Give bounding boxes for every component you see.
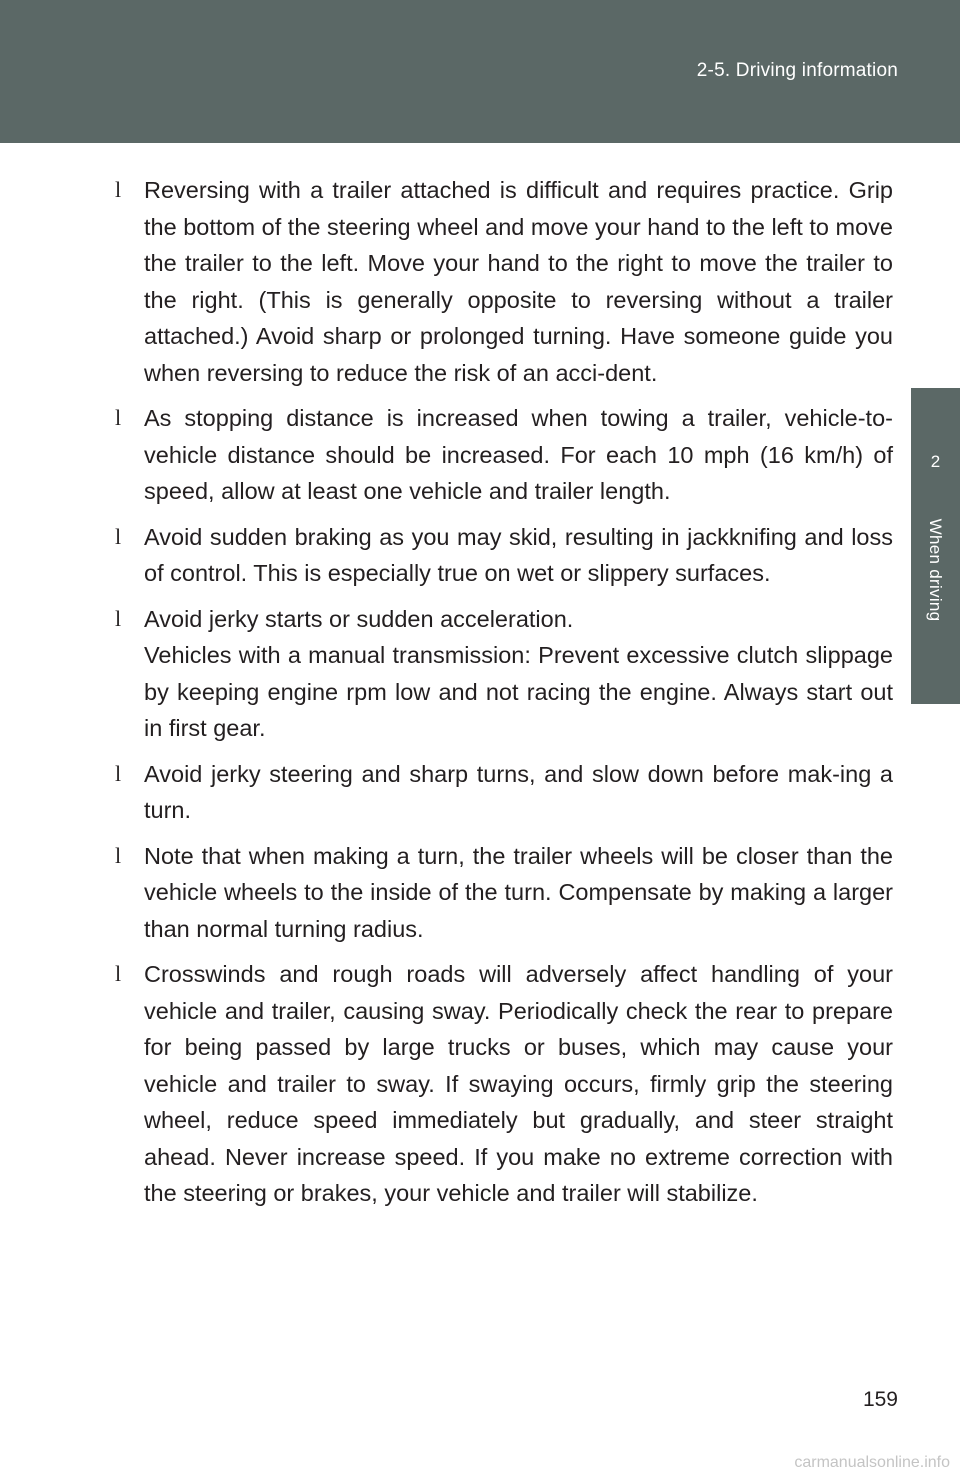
bullet-text: Avoid sudden braking as you may skid, resulting in jackknifing and loss of control. This is especially true on wet or slippery surfaces. xyxy=(144,523,893,586)
bullet-icon: l xyxy=(115,523,122,549)
list-item xyxy=(112,956,893,1212)
watermark[interactable]: carmanualsonline.info xyxy=(794,1454,950,1471)
section-title: 2-5. Driving information xyxy=(696,60,898,81)
bullet-text: As stopping distance is increased when towing a trailer, vehicle-to-vehicle distance should be increased. For each 10 mph (16 km/h) of speed, allow at least one vehicle and trailer length. xyxy=(144,405,893,504)
bullet-text: Reversing with a trailer attached is difficult and requires practice. Grip the bottom of the steering wheel and move your hand to the left to move the trailer to the left. Move your hand to the right to move the trailer to the right. (This is generally opposite to reversing without a trailer attached.) Avoid sharp or prolonged turning. Have someone guide you when reversing to reduce the risk of an acci-dent. xyxy=(144,177,893,386)
list-item xyxy=(112,519,893,592)
list-item xyxy=(112,756,893,829)
bullet-subtext: Vehicles with a manual transmission: Prevent excessive clutch slippage by keeping engine rpm low and not racing the engine. Always start out in first gear. xyxy=(144,642,893,741)
list-item xyxy=(112,838,893,948)
page-number: 159 xyxy=(862,1388,898,1411)
bullet-icon: l xyxy=(115,961,122,986)
bullet-icon: l xyxy=(115,760,122,786)
instruction-list xyxy=(112,172,893,1221)
chapter-number: 2 xyxy=(930,452,941,471)
bullet-icon: l xyxy=(115,177,122,202)
bullet-icon: l xyxy=(115,405,122,430)
list-item xyxy=(112,400,893,510)
bullet-text: Note that when making a turn, the trailer wheels will be closer than the vehicle wheels to the inside of the turn. Compensate by making a larger than normal turning radius. xyxy=(144,842,893,942)
bullet-text: Crosswinds and rough roads will adversely affect handling of your vehicle and trailer, causing sway. Periodically check the rear to prepare for being passed by large trucks or buses, which may cause your vehicle and trailer to sway. If swaying occurs, firmly grip the steering wheel, reduce speed immediately but gradually, and steer straight ahead. Never increase speed. If you make no extreme correction with the steering or brakes, your vehicle and trailer will stabilize. xyxy=(144,961,893,1206)
chapter-label: When driving xyxy=(926,518,945,622)
bullet-text: Avoid jerky steering and sharp turns, and slow down before mak-ing a turn. xyxy=(144,760,893,823)
bullet-text: Avoid jerky starts or sudden acceleration. xyxy=(144,605,574,632)
list-item xyxy=(112,601,893,747)
bullet-icon: l xyxy=(115,842,122,868)
header-band xyxy=(0,0,960,143)
bullet-icon: l xyxy=(115,605,122,631)
list-item xyxy=(112,172,893,391)
chapter-side-tab xyxy=(911,388,960,704)
